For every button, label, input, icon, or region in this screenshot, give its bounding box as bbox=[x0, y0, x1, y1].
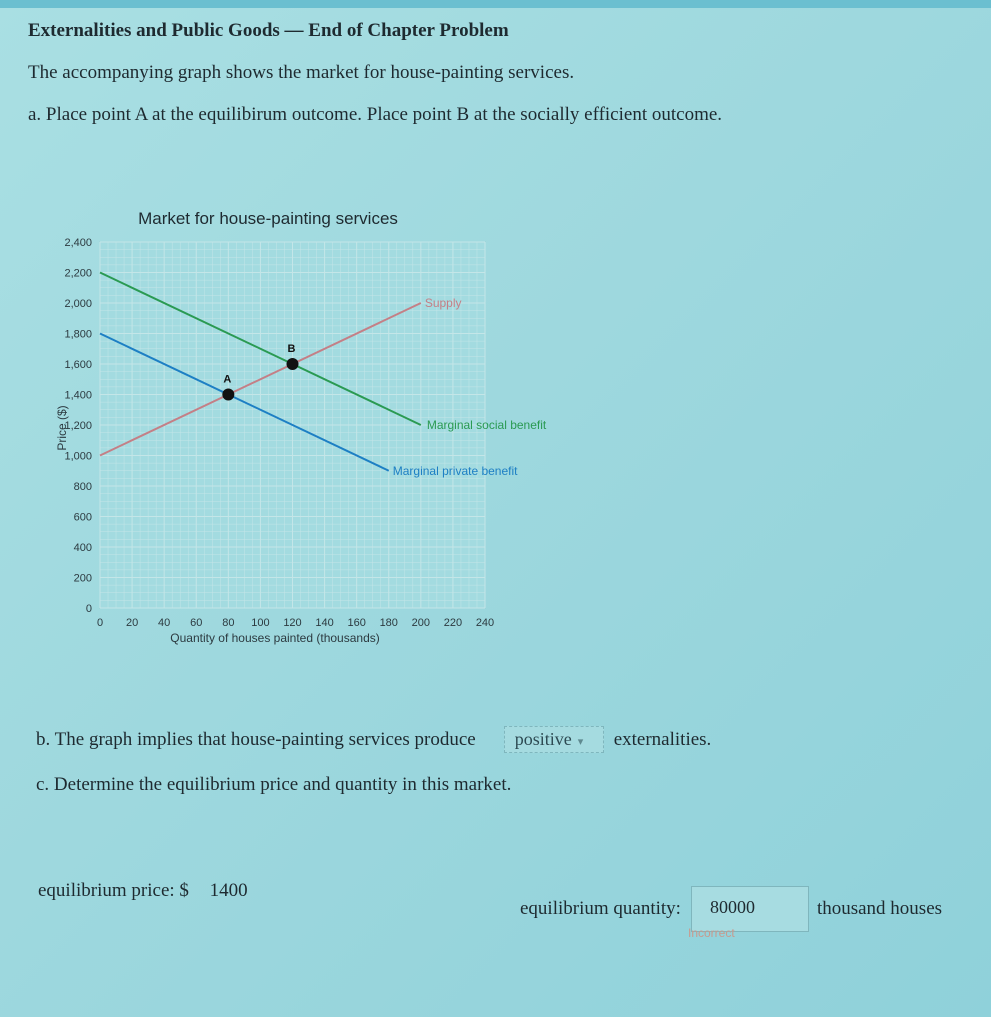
incorrect-feedback: Incorrect bbox=[688, 926, 735, 940]
x-tick-label: 100 bbox=[251, 617, 270, 629]
y-tick-label: 1,800 bbox=[64, 328, 92, 341]
chevron-down-icon: ▾ bbox=[577, 736, 584, 748]
marginal-social-benefit-label: Marginal social benefit bbox=[426, 418, 547, 432]
market-chart[interactable] bbox=[20, 200, 620, 660]
part-a-instructions: a. Place point A at the equilibirum outcome. Place point B at the socially efficient outcome. bbox=[28, 104, 723, 125]
point-a-marker[interactable] bbox=[222, 389, 234, 401]
problem-intro: The accompanying graph shows the market for house-painting services. bbox=[28, 62, 575, 83]
x-tick-label: 20 bbox=[125, 617, 139, 629]
y-tick-label: 200 bbox=[73, 572, 92, 585]
x-tick-label: 200 bbox=[411, 617, 431, 629]
part-b-text: b. The graph implies that house-painting services produce bbox=[36, 728, 476, 750]
y-tick-label: 2,000 bbox=[64, 298, 92, 310]
x-tick-label: 60 bbox=[190, 617, 203, 629]
equilibrium-quantity-label: equilibrium quantity: bbox=[520, 898, 681, 919]
y-tick-label: 0 bbox=[85, 603, 92, 615]
top-bar bbox=[0, 0, 991, 8]
page-title: Externalities and Public Goods — End of Chapter Problem bbox=[28, 20, 509, 41]
y-tick-label: 1,600 bbox=[64, 359, 92, 371]
equilibrium-price-input[interactable]: 1400 bbox=[209, 880, 248, 901]
marginal-private-benefit-label: Marginal private benefit bbox=[392, 463, 518, 478]
x-tick-label: 240 bbox=[475, 617, 495, 629]
y-tick-label: 1,400 bbox=[64, 389, 92, 402]
y-tick-label: 1,200 bbox=[64, 420, 92, 432]
x-tick-label: 160 bbox=[347, 617, 366, 629]
x-tick-label: 120 bbox=[283, 617, 302, 629]
y-tick-label: 1,000 bbox=[64, 450, 92, 463]
equilibrium-price-row bbox=[38, 880, 248, 902]
point-b-marker[interactable] bbox=[287, 358, 299, 370]
y-tick-label: 400 bbox=[73, 542, 92, 554]
quantity-unit: thousand houses bbox=[816, 898, 943, 919]
y-tick-label: 2,200 bbox=[64, 267, 92, 280]
externality-dropdown[interactable] bbox=[504, 726, 604, 753]
x-tick-label: 40 bbox=[158, 617, 171, 629]
y-axis-label: Price ($) bbox=[55, 405, 69, 451]
supply-label: Supply bbox=[424, 296, 462, 310]
x-tick-label: 80 bbox=[222, 617, 235, 629]
externality-dropdown-value: positive bbox=[514, 729, 572, 749]
point-b-label: B bbox=[287, 343, 296, 355]
equilibrium-price-label: equilibrium price: $ bbox=[38, 880, 189, 901]
part-b-suffix: externalities. bbox=[613, 728, 712, 750]
x-tick-label: 220 bbox=[443, 617, 463, 629]
chart-title: Market for house-painting services bbox=[138, 209, 398, 228]
part-b-question bbox=[36, 726, 711, 753]
x-tick-label: 140 bbox=[315, 617, 334, 629]
x-axis-label: Quantity of houses painted (thousands) bbox=[170, 631, 380, 645]
y-tick-label: 800 bbox=[73, 481, 92, 493]
y-tick-label: 600 bbox=[73, 511, 92, 524]
equilibrium-quantity-input[interactable]: 80000 bbox=[691, 886, 809, 932]
point-a-label: A bbox=[223, 373, 232, 386]
part-c-question: c. Determine the equilibrium price and quantity in this market. bbox=[36, 774, 512, 795]
y-tick-label: 2,400 bbox=[64, 237, 92, 249]
x-tick-label: 0 bbox=[96, 617, 104, 629]
x-tick-label: 180 bbox=[379, 617, 398, 629]
